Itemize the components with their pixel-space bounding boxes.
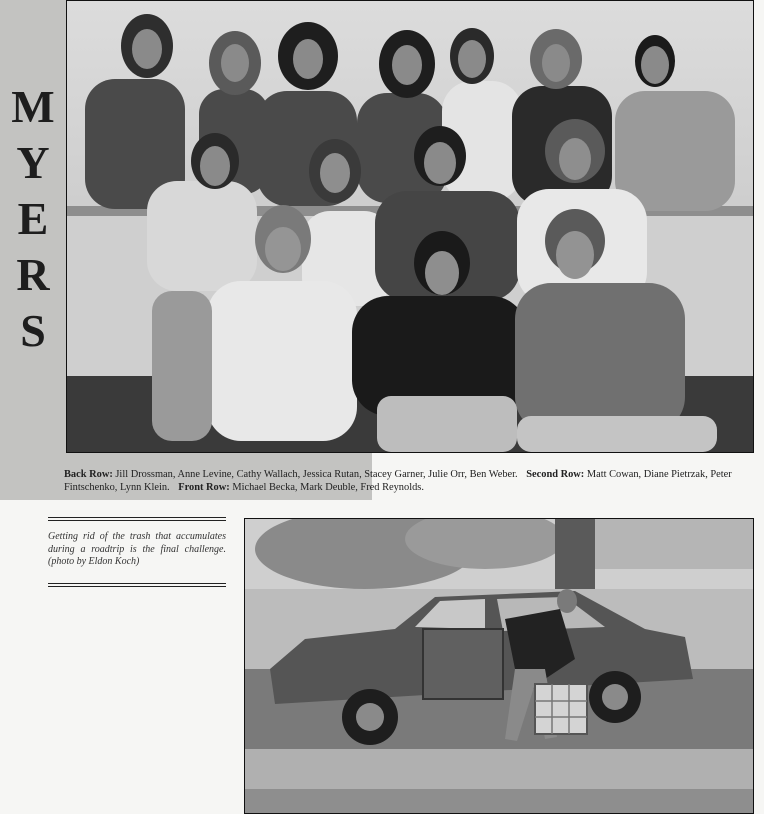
second-row-names-line1: Matt Cowan, Diane Pietrzak, Peter	[586, 469, 732, 480]
front-row-names: Michael Becka, Mark Deuble, Fred Reynolds.	[232, 482, 424, 493]
title-letter: Y	[16, 137, 50, 188]
front-row-label: Front Row:	[178, 482, 230, 493]
group-photo-caption	[64, 468, 764, 494]
second-row-names-line2: Fintschenko, Lynn Klein.	[64, 482, 170, 493]
title-letter: E	[17, 193, 49, 244]
title-letter: R	[16, 249, 50, 300]
title-letter: S	[20, 305, 46, 356]
caption-rule-bottom	[48, 583, 226, 584]
caption-rule-bottom-2	[48, 586, 226, 587]
group-photo	[66, 0, 754, 453]
title-letter: M	[11, 81, 55, 132]
caption-line-1	[64, 468, 764, 481]
car-trash-photo-image	[245, 519, 753, 813]
second-row-label: Second Row:	[526, 469, 585, 480]
photo-caption-text: Getting rid of the trash that accumulates during a roadtrip is the final challenge. (photo by Eldon Koch)	[48, 531, 226, 567]
car-trash-photo	[244, 518, 754, 814]
back-row-label: Back Row:	[64, 469, 113, 480]
vertical-title-myers	[0, 81, 66, 364]
photo-caption-box	[48, 517, 226, 589]
caption-rule-top	[48, 517, 226, 518]
caption-line-2	[64, 481, 764, 494]
back-row-names: Jill Drossman, Anne Levine, Cathy Wallach, Jessica Rutan, Stacey Garner, Julie Orr, Ben Weber.	[115, 469, 518, 480]
group-photo-image	[67, 1, 753, 452]
caption-rule-top-2	[48, 520, 226, 521]
